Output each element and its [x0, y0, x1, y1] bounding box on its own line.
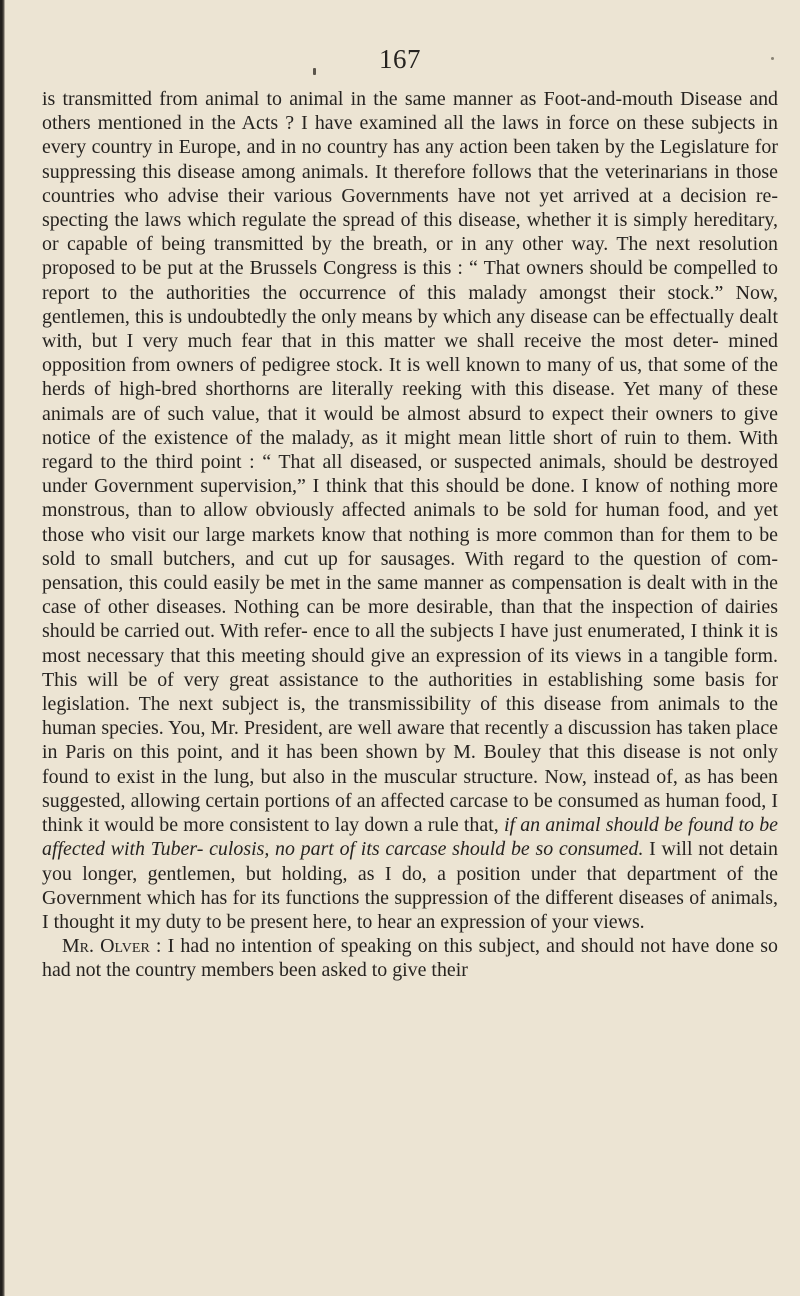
paragraph-main-italic: if an animal should be found to be affected with Tuber- culosis, no part of its carcase should be so consumed.	[42, 814, 778, 861]
speaker-name: Mr. Olver :	[62, 935, 162, 958]
paragraph-main	[42, 87, 778, 934]
body-text	[42, 87, 778, 983]
page-left-edge	[0, 0, 5, 1296]
paragraph-main-text: is transmitted from animal to animal in the same manner as Foot-and-mouth Disease and others mentioned in the Acts ? I have examined all the laws in force on these subjects in every country in Europe, and in no country has any action been taken by the Legislature for suppressing this disease among animals. It therefore follows that the veterinarians in those countries who advise their various Governments have not yet arrived at a decision re- specting the laws which regulate the spread of this disease, whether it is simply hereditary, or capable of being transmitted by the breath, or in any other way. The next resolution proposed to be put at the Brussels Congress is this : “ That owners should be compelled to report to the authorities the occurrence of this malady amongst their stock.” Now, gentlemen, this is undoubtedly the only means by which any disease can be effectually dealt with, but I very much fear that in this matter we shall receive the most deter- mined opposition from owners of pedigree stock. It is well known to many of us, that some of the herds of high-bred shorthorns are literally reeking with this disease. Yet many of these animals are of such value, that it would be almost absurd to expect their owners to give notice of the existence of the malady, as it might mean little short of ruin to them. With regard to the third point : “ That all diseased, or suspected animals, should be destroyed under Government supervision,” I think that this should be done. I know of nothing more monstrous, than to allow obviously affected animals to be sold for human food, and yet those who visit our large markets know that nothing is more common than for them to be sold to small butchers, and cut up for sausages. With regard to the question of com- pensation, this could easily be met in the same manner as compensation is dealt with in the case of other diseases. Nothing can be more desirable, than that the inspection of dairies should be carried out. With refer- ence to all the subjects I have just enumerated, I think it is most necessary that this meeting should give an expression of its views in a tangible form. This will be of very great assistance to the authorities in establishing some basis for legislation. The next subject is, the transmissibility of this disease from animals to the human species. You, Mr. President, are well aware that recently a discussion has taken place in Paris on this point, and it has been shown by M. Bouley that this disease is not only found to exist in the lung, but also in the muscular structure. Now, instead of, as has been suggested, allowing certain portions of an affected carcase to be consumed as human food, I think it would be more consistent to lay down a rule that,	[42, 88, 778, 837]
paragraph-olver	[42, 934, 778, 982]
paragraph-main-closing: I will not detain you longer, gentlemen, but holding, as I do, a position under that department of the Government which has for its functions the suppression of the different diseases of animals, I thought it my duty to be present here, to hear an expression of your views.	[42, 838, 778, 933]
paragraph-olver-text: I had no intention of speaking on this subject, and should not have done so had not the country members been asked to give their	[42, 935, 778, 982]
page-number: 167	[379, 44, 421, 74]
